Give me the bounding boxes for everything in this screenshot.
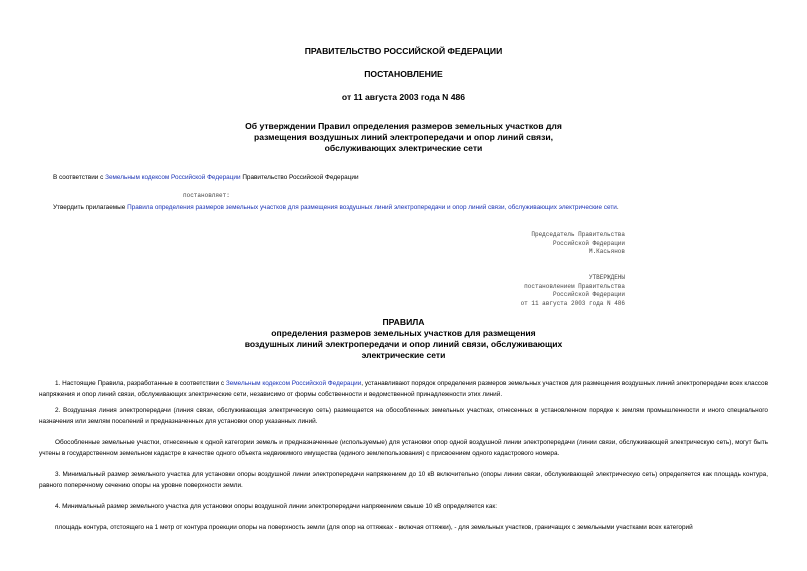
rules-heading: ПРАВИЛА [382, 317, 425, 327]
paragraph-2: 2. Воздушная линия электропередачи (линия связи, обслуживающая электрическую сеть) размещается на обособленных земельных участках, отнесенных в установленном порядке к землям промышленности и иного специального назначения или землям поселений и предназначенных для установки опор указанных линий. [39, 407, 768, 425]
signature-line: М.Касьянов [588, 248, 625, 256]
preamble-suffix: Правительство Российской Федерации [240, 174, 359, 181]
decree-word: постановляет: [183, 192, 230, 199]
land-code-link[interactable]: Земельным кодексом Российской Федерации [225, 380, 362, 387]
approve-suffix: . [616, 204, 619, 211]
land-code-link[interactable]: Земельным кодексом Российской Федерации [105, 174, 241, 181]
approved-line: постановлением Правительства [524, 282, 625, 290]
paragraph-1-suffix: , устанавливают порядок определения размеров земельных участков для размещения воздушных линий электропередачи всех классов напряжения и опор линий связи, обслуживающих электрические сети, независимо от формы собственности и ведомственной принадлежности этих линий. [39, 380, 768, 398]
document-type-heading: ПОСТАНОВЛЕНИЕ [364, 69, 443, 79]
paragraph-5: 4. Минимальный размер земельного участка для установки опоры воздушной линии электропередачи напряжением свыше 10 кВ определяется как: [55, 503, 497, 510]
signature-block [531, 231, 625, 257]
preamble-text [53, 173, 359, 182]
approve-prefix: Утвердить прилагаемые [53, 204, 128, 211]
signature-line: Российской Федерации [552, 239, 625, 247]
approved-block [521, 274, 625, 308]
approve-text [53, 203, 619, 212]
document-title-line: Об утверждении Правил определения размеров земельных участков для [245, 121, 562, 131]
government-heading: ПРАВИТЕЛЬСТВО РОССИЙСКОЙ ФЕДЕРАЦИИ [304, 46, 503, 56]
signature-line: Председатель Правительства [531, 231, 625, 238]
rules-title-line: воздушных линий электропередачи и опор линий связи, обслуживающих [244, 339, 563, 349]
approved-line: от 11 августа 2003 года N 486 [520, 299, 625, 307]
approved-line: Российской Федерации [552, 291, 625, 299]
rules-title-line: определения размеров земельных участков для размещения [271, 328, 536, 338]
approved-line: УТВЕРЖДЕНЫ [588, 274, 625, 281]
paragraph-3: Обособленные земельные участки, отнесенные к одной категории земель и предназначенные (используемые) для установки опор одной воздушной линии электропередачи (линии связи, обслуживающей электрическую сеть), могут быть учтены в государственном земельном кадастре в качестве одного объекта недвижимого имущества (единого землепользования) с присвоением одного кадастрового номера. [39, 439, 768, 457]
paragraph-4: 3. Минимальный размер земельного участка для установки опоры воздушной линии электропередачи напряжением до 10 кВ включительно (опоры линии связи, обслуживающей электрическую сеть) определяется как площадь контура, равного поперечному сечению опоры на уровне поверхности земли. [39, 471, 768, 489]
paragraph-6: площадь контура, отстоящего на 1 метр от контура проекции опоры на поверхность земли (для опор на оттяжках - включая оттяжки), - для земельных участков, граничащих с земельными участками всех категорий [55, 524, 693, 531]
rules-title-line: электрические сети [361, 350, 446, 360]
paragraph-1 [39, 379, 768, 400]
preamble-prefix: В соответствии с [53, 174, 106, 181]
document-date-heading: от 11 августа 2003 года N 486 [341, 92, 466, 102]
document-title-line: обслуживающих электрические сети [324, 143, 483, 153]
paragraph-1-prefix: 1. Настоящие Правила, разработанные в соответствии с [55, 380, 226, 387]
rules-link[interactable]: Правила определения размеров земельных участков для размещения воздушных линий электропередачи и опор линий связи, обслуживающих электрические сети [127, 204, 617, 211]
document-title-line: размещения воздушных линий электропередачи и опор линий связи, [253, 132, 554, 142]
